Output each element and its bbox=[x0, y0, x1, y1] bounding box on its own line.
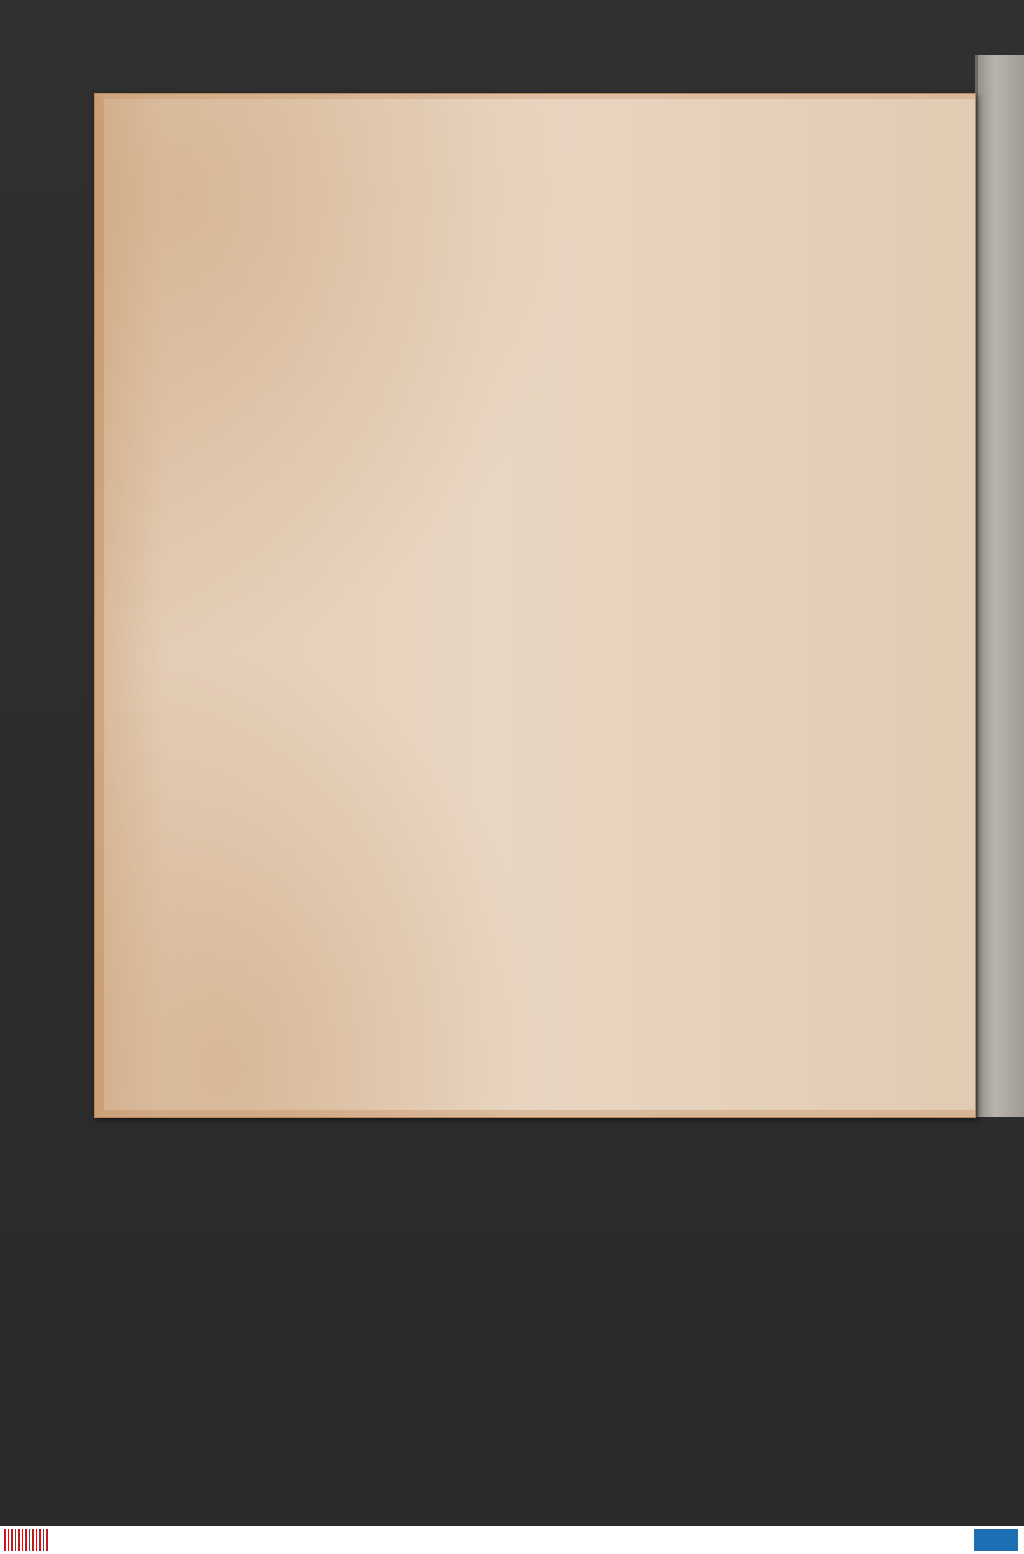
barcode-icon bbox=[4, 1529, 50, 1551]
adjacent-page-edge bbox=[975, 55, 1024, 1117]
dfg-logo[interactable] bbox=[974, 1529, 1018, 1551]
footer-bar bbox=[0, 1526, 1024, 1554]
scanned-page bbox=[94, 93, 976, 1118]
body-text-block bbox=[344, 796, 958, 800]
